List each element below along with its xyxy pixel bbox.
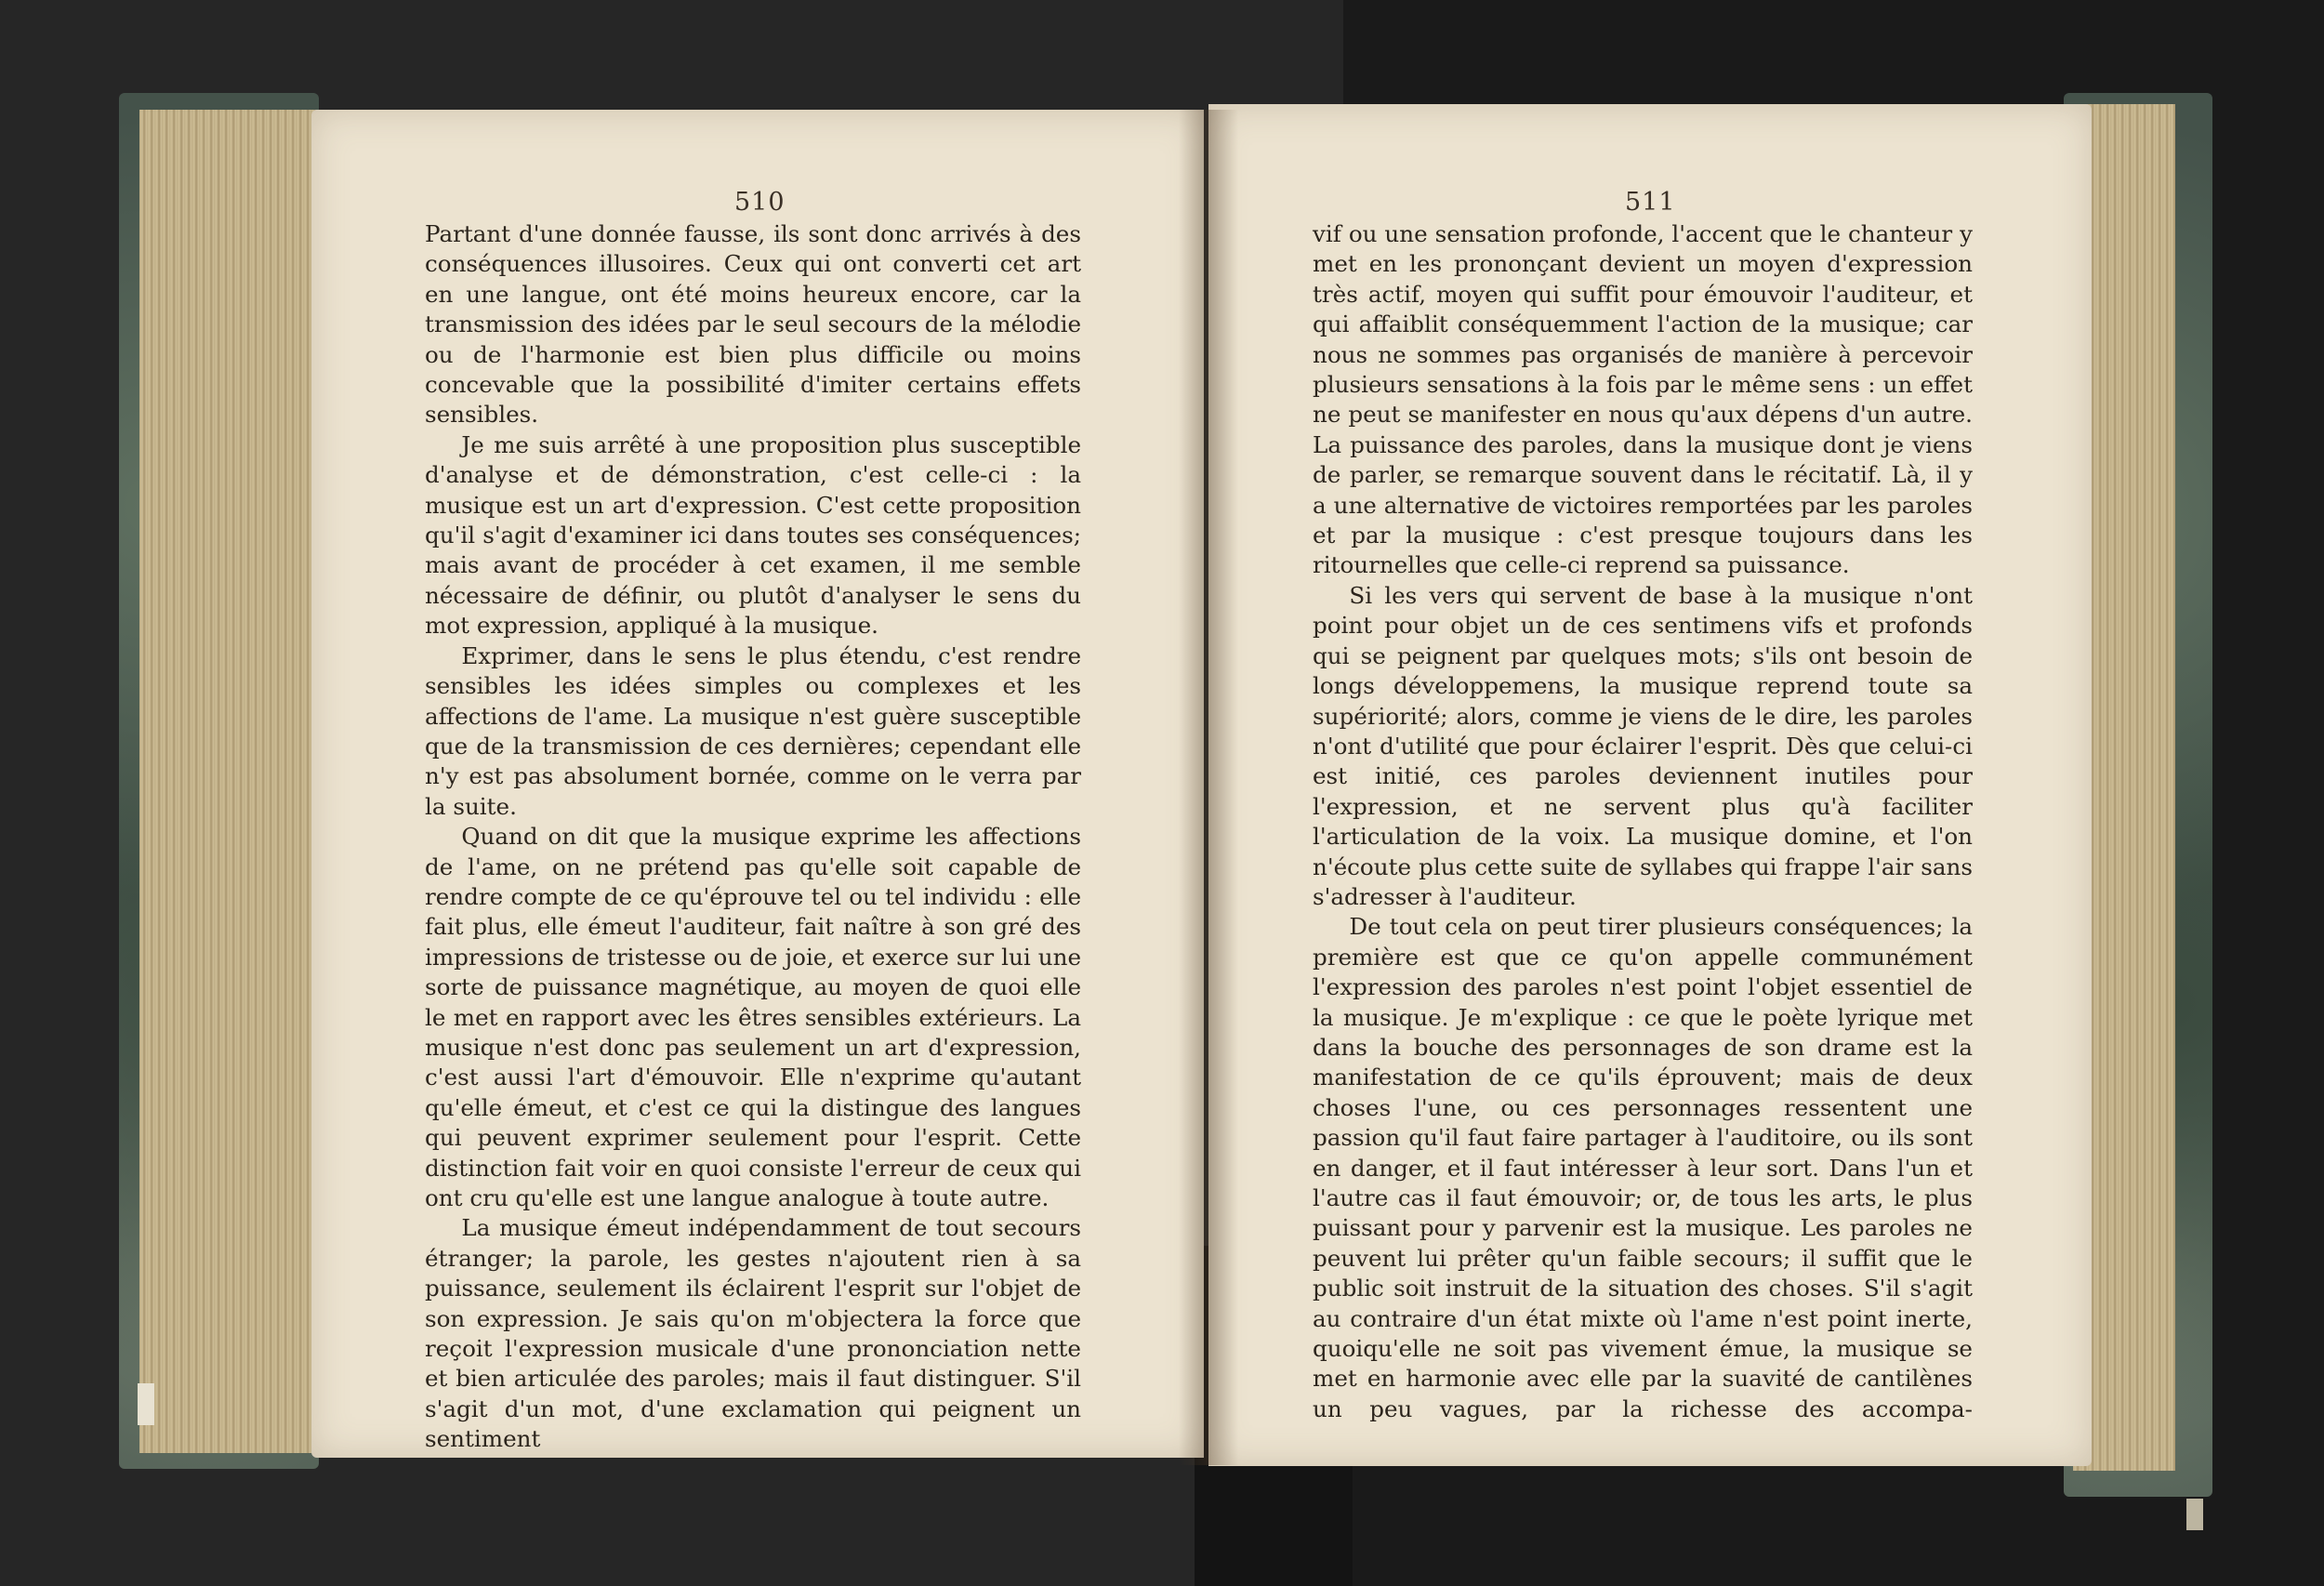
page-number-left: 510 [734,188,786,217]
paragraph: Je me suis arrêté à une proposition plus susceptible d'analyse et de démonstration, c'est celle-ci : la musique est un art d'expression. C'est cette proposition qu'il s'agit d'examiner ici dans toutes ses conséquences; mais avant de procéder à cet examen, il me semble nécessaire de définir, ou plutôt d'analyser le sens du mot expression, appliqué à la musique. [425,430,1081,640]
paragraph: Quand on dit que la musique exprime les affections de l'ame, on ne prétend pas qu'elle soit capable de rendre compte de ce qu'éprouve tel ou tel individu : elle fait plus, elle émeut l'auditeur, fait naître à son gré des impressions de tristesse ou de joie, et exerce sur lui une sorte de puissance magnétique, au moyen de quoi elle le met en rapport avec les êtres sensibles extérieurs. La musique n'est donc pas seulement un art d'expression, c'est aussi l'art d'émouvoir. Elle n'exprime qu'autant qu'elle émeut, et c'est ce qui la distingue des langues qui peuvent exprimer seulement pour l'esprit. Cette distinction fait voir en quoi consiste l'erreur de ceux qui ont cru qu'elle est une langue analogue à toute autre. [425,823,1081,1211]
paragraph: La musique émeut indépendamment de tout secours étranger; la parole, les gestes n'ajoutent rien à sa puissance, seulement ils éclairent l'esprit sur l'objet de son expression. Je sais qu'on m'objectera la force que reçoit l'expression musicale d'une prononciation nette et bien articulée des paroles; mais il faut distinguer. S'il s'agit d'un mot, d'une exclamation qui peignent un sentiment [425,1214,1081,1453]
book-gutter [1179,110,1238,1465]
page-number-right: 511 [1625,188,1676,217]
paper-tab [138,1383,154,1425]
corner-tab [2186,1499,2203,1530]
paragraph: Exprimer, dans le sens le plus étendu, c'est rendre sensibles les idées simples ou complexes et les affections de l'ame. La musique n'est guère susceptible que de la transmission de ces dernières; cependant elle n'y est pas absolument bornée, comme on le verra par la suite. [425,641,1081,820]
right-page-text [1313,219,1973,1424]
paragraph: vif ou une sensation profonde, l'accent que le chanteur y met en les prononçant devient un moyen d'expression très actif, moyen qui suffit pour émouvoir l'auditeur, et qui affaiblit conséquemment l'action de la musique; car nous ne sommes pas organisés de manière à percevoir plusieurs sensations à la fois par le même sens : un effet ne peut se manifester en nous qu'aux dépens d'un autre. La puissance des paroles, dans la musique dont je viens de parler, se remarque souvent dans le récitatif. Là, il y a une alternative de victoires remportées par les paroles et par la musique : c'est presque toujours dans les ritournelles que celle-ci reprend sa puissance. [1313,220,1973,579]
left-page-text [425,219,1081,1455]
paragraph: De tout cela on peut tirer plusieurs conséquences; la première est que ce qu'on appelle communément l'expression des paroles n'est point l'objet essentiel de la musique. Je m'explique : ce que le poète lyrique met dans la bouche des personnages de son drame est la manifestation de ce qu'ils éprouvent; mais de deux choses l'une, ou ces personnages ressentent une passion qu'il faut faire partager à l'auditoire, ou ils sont en danger, et il faut intéresser à leur sort. Dans l'un et l'autre cas il faut émouvoir; or, de tous les arts, le plus puissant pour y parvenir est la musique. Les paroles ne peuvent lui prêter qu'un faible secours; il suffit que le public soit instruit de la situation des choses. S'il s'agit au contraire d'un état mixte où l'ame n'est point inerte, quoiqu'elle ne soit pas vivement émue, la musique se met en harmonie avec elle par la suavité de cantilènes un peu vagues, par la richesse des accompa- [1313,913,1973,1422]
page-edges-left [139,110,325,1453]
paragraph: Si les vers qui servent de base à la musique n'ont point pour objet un de ces sentimens vifs et profonds qui se peignent par quelques mots; s'ils ont besoin de longs développemens, la musique reprend toute sa supériorité; alors, comme je viens de le dire, les paroles n'ont d'utilité que pour éclairer l'esprit. Dès que celui-ci est initié, ces paroles deviennent inutiles pour l'expression, et ne servent plus qu'à faciliter l'articulation de la voix. La musique domine, et l'on n'écoute plus cette suite de syllabes qui frappe l'air sans s'adresser à l'auditeur. [1313,581,1973,910]
paragraph: Partant d'une donnée fausse, ils sont donc arrivés à des conséquences illusoires. Ceux qui ont converti cet art en une langue, ont été moins heureux encore, car la transmission des idées par le seul secours de la mélodie ou de l'harmonie est bien plus difficile ou moins concevable que la possibilité d'imiter certains effets sensibles. [425,220,1081,429]
